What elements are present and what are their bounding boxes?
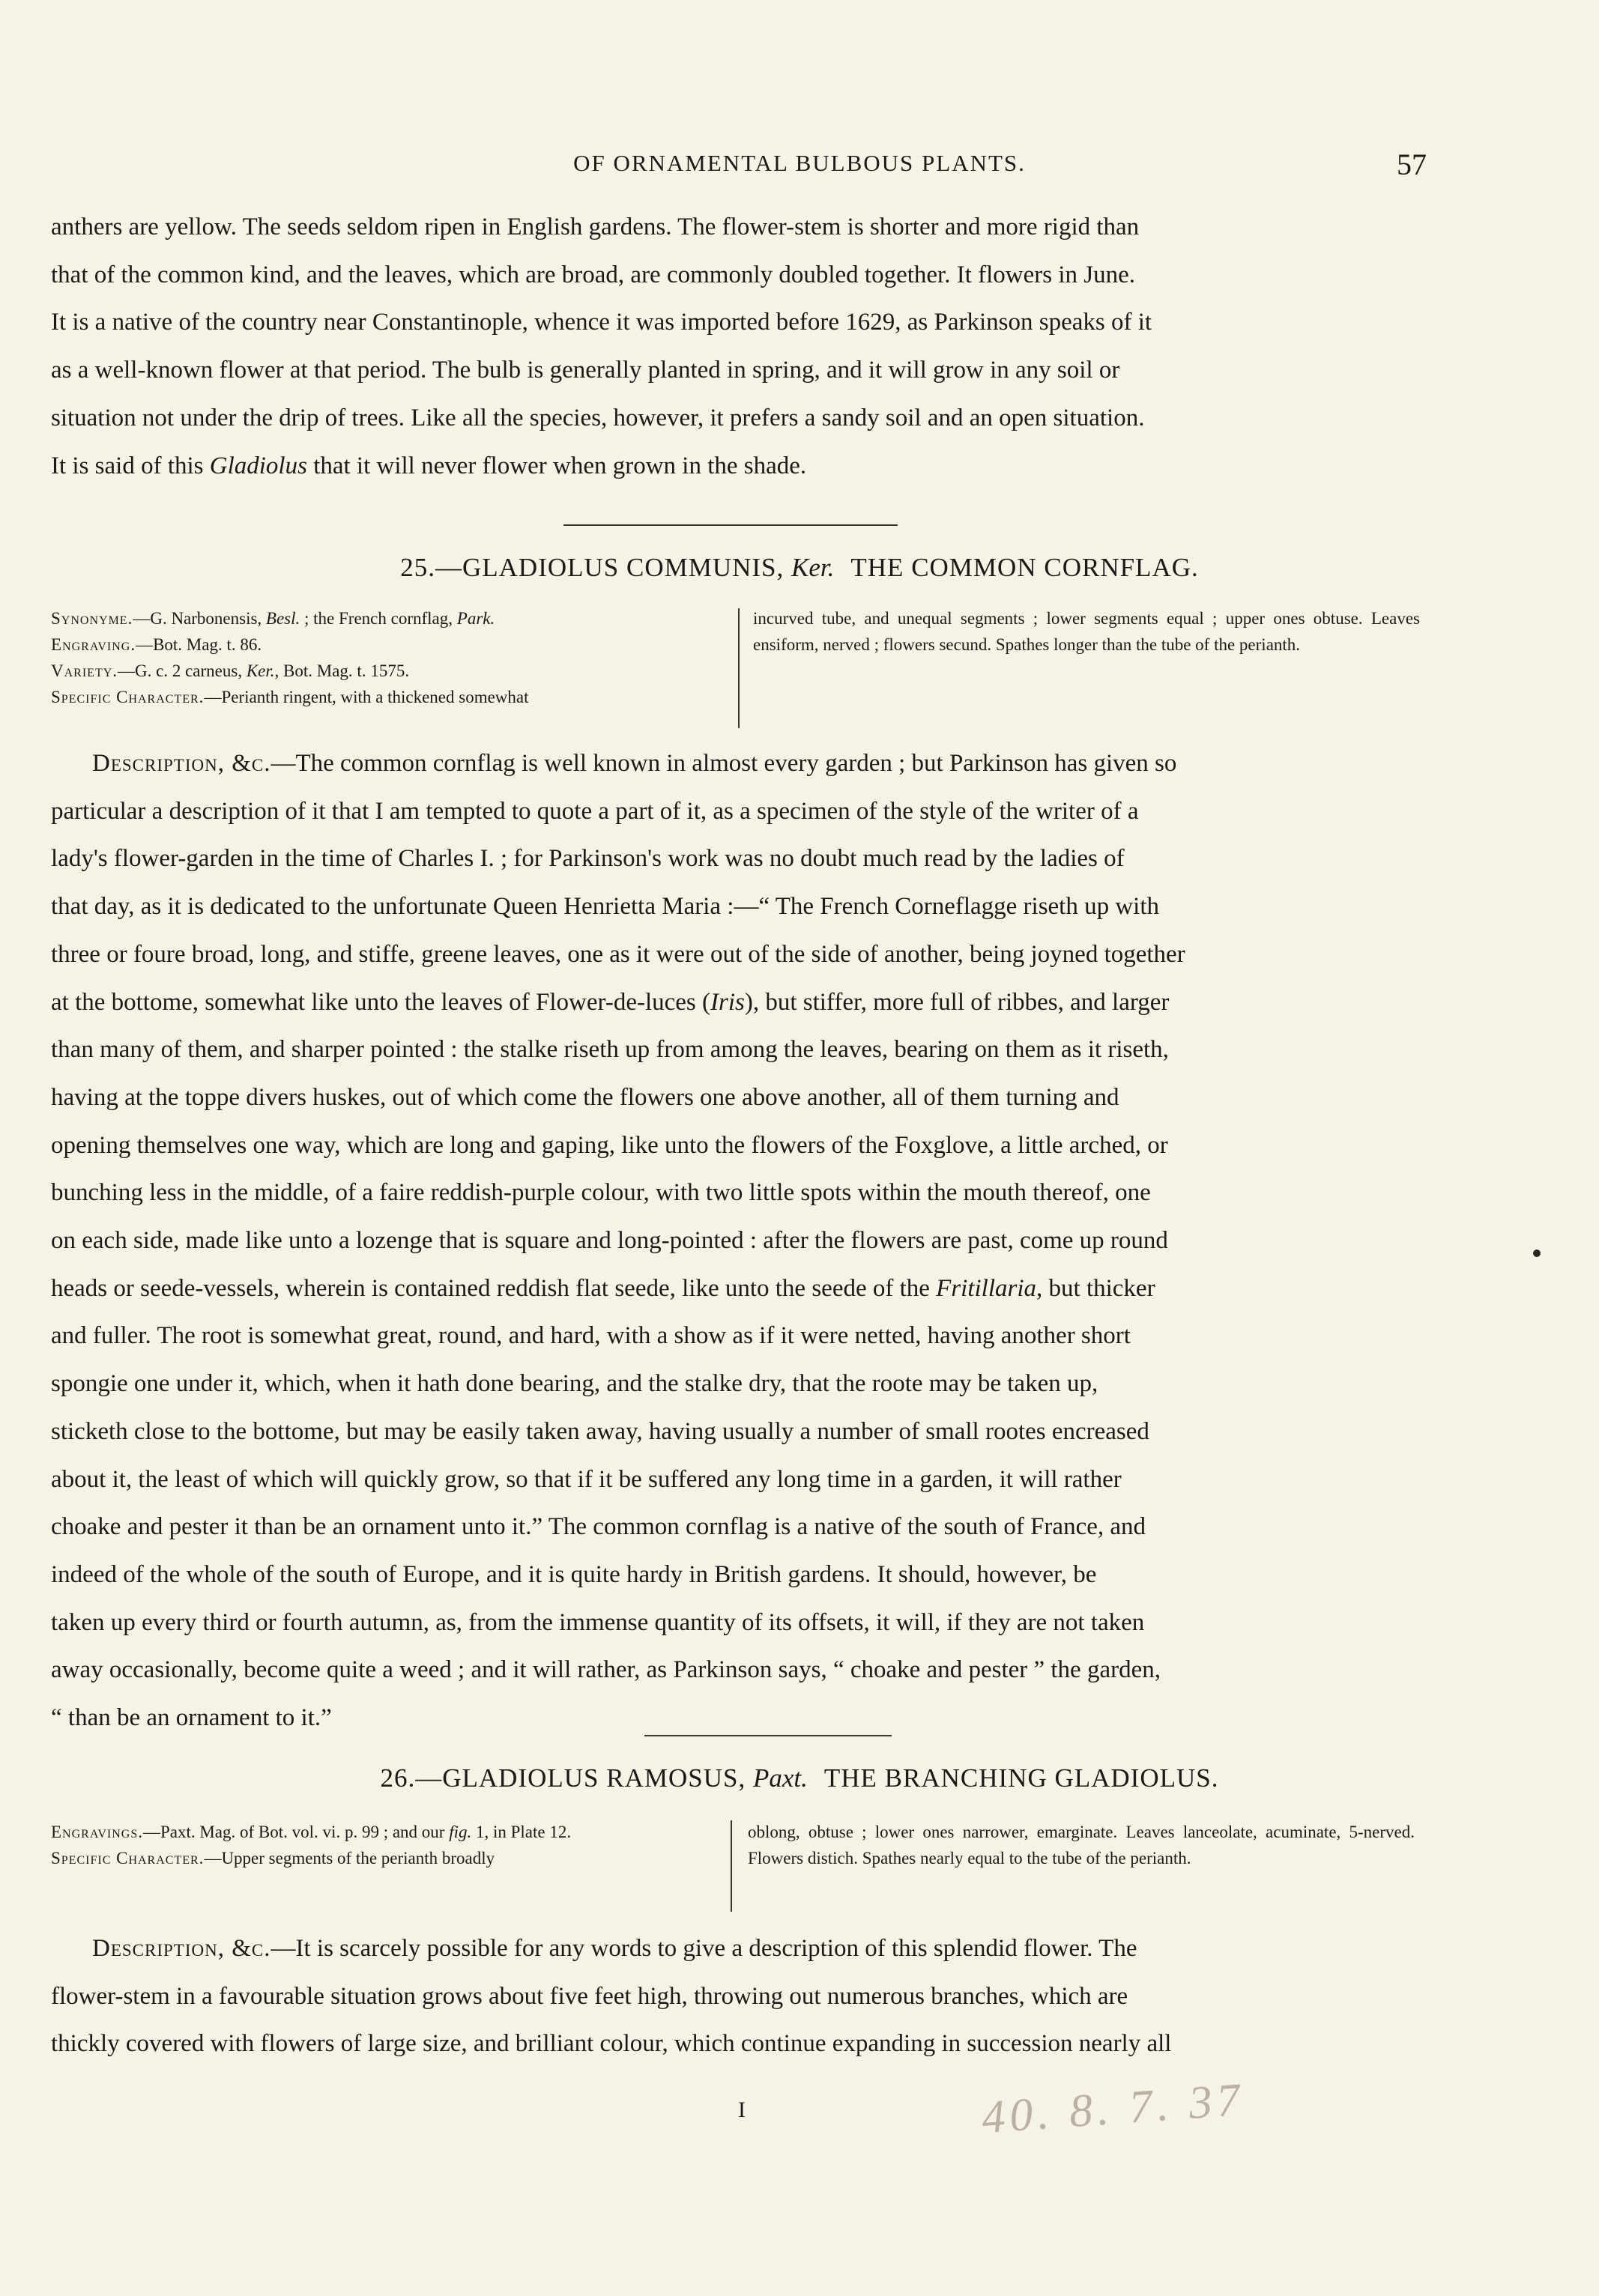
text-run: that it will never flower when grown in the shade. xyxy=(306,452,807,479)
section-25-notes-left xyxy=(51,605,725,710)
genus-italic: Gladiolus xyxy=(209,452,307,479)
genus-italic: Fritillaria xyxy=(936,1274,1037,1302)
section-26-notes-left xyxy=(51,1819,725,1871)
text-line: bunching less in the middle, of a faire reddish-purple colour, with two little spots within the mouth thereof, one xyxy=(51,1179,1151,1207)
text-line: Description, &c.—It is scarcely possible for any words to give a description of this splendid flower. The xyxy=(92,1935,1137,1962)
text-line: “ than be an ornament to it.” xyxy=(51,1704,332,1732)
text-line: anthers are yellow. The seeds seldom ripen in English gardens. The flower-stem is shorter and more rigid than xyxy=(51,213,1140,240)
signature-mark: I xyxy=(738,2097,746,2122)
text-line: having at the toppe divers huskes, out of which come the flowers one above another, all of them turning and xyxy=(51,1083,1119,1111)
section-26-notes-right xyxy=(748,1819,1415,1871)
description-lead: Description, &c. xyxy=(92,1935,271,1962)
text-line: particular a description of it that I am tempted to quote a part of it, as a specimen of the style of the writer of a xyxy=(51,797,1139,825)
text-line: at the bottome, somewhat like unto the leaves of Flower-de-luces (Iris), but stiffer, more full of ribbes, and larger xyxy=(51,988,1170,1016)
text-line: opening themselves one way, which are long and gaping, like unto the flowers of the Foxglove, a little arched, or xyxy=(51,1131,1168,1159)
text-line: as a well-known flower at that period. The bulb is generally planted in spring, and it will grow in any soil or xyxy=(51,357,1120,384)
text-line xyxy=(51,443,1425,491)
section-25-description xyxy=(51,740,1425,1742)
text-line: It is a native of the country near Constantinople, whence it was imported before 1629, as Parkinson speaks of it xyxy=(51,309,1152,336)
paper-speck xyxy=(1533,1250,1541,1257)
column-divider xyxy=(731,1820,732,1912)
description-lead: Description, &c. xyxy=(92,750,271,777)
section-divider-rule xyxy=(644,1735,892,1736)
text-line: thickly covered with flowers of large size, and brilliant colour, which continue expanding in succession nearly all xyxy=(51,2030,1172,2058)
section-26-description xyxy=(51,1925,1425,2068)
species-name: 26.—GLADIOLUS RAMOSUS, xyxy=(380,1763,753,1793)
text-line: situation not under the drip of trees. Like all the species, however, it prefers a sandy soil and an open situation. xyxy=(51,404,1145,431)
text-line: taken up every third or fourth autumn, as, from the immense quantity of its offsets, it will, if they are not taken xyxy=(51,1608,1145,1636)
genus-italic: Iris xyxy=(710,988,745,1016)
common-name: THE BRANCHING GLADIOLUS. xyxy=(823,1763,1219,1793)
text-line: three or foure broad, long, and stiffe, greene leaves, one as it were out of the side of another, being joyned together xyxy=(51,940,1185,968)
engravings-note: Engravings.—Paxt. Mag. of Bot. vol. vi. p. 99 ; and our fig. 1, in Plate 12. xyxy=(51,1823,572,1841)
text-run: It is said of this xyxy=(51,452,210,479)
specific-character-note: Specific Character.—Perianth ringent, with a thickened somewhat xyxy=(51,688,529,706)
text-line: choake and pester it than be an ornament unto it.” The common cornflag is a native of the south of France, and xyxy=(51,1513,1146,1541)
column-divider xyxy=(738,608,740,728)
text-line: on each side, made like unto a lozenge that is square and long-pointed : after the flowers are past, come up round xyxy=(51,1227,1168,1255)
text-line: that day, as it is dedicated to the unfortunate Queen Henrietta Maria :—“ The French Corneflagge riseth up with xyxy=(51,893,1160,921)
text-line: heads or seede-vessels, wherein is contained reddish flat seede, like unto the seede of the Fritillaria, but thicker xyxy=(51,1274,1155,1302)
section-25-title xyxy=(0,553,1599,583)
text-line: about it, the least of which will quickly grow, so that if it be suffered any long time in a garden, it will rather xyxy=(51,1465,1122,1493)
species-author: Paxt. xyxy=(752,1763,808,1793)
common-name: THE COMMON CORNFLAG. xyxy=(850,553,1199,582)
section-26-title xyxy=(0,1763,1599,1793)
intro-paragraph xyxy=(51,204,1425,490)
text-line: spongie one under it, which, when it hath done bearing, and the stalke dry, that the roote may be taken up, xyxy=(51,1370,1098,1398)
section-25-notes-right xyxy=(753,605,1420,658)
engraving-note: Engraving.—Bot. Mag. t. 86. xyxy=(51,635,262,654)
specific-character-note: Specific Character.—Upper segments of the perianth broadly xyxy=(51,1849,495,1868)
text-line: flower-stem in a favourable situation grows about five feet high, throwing out numerous branches, which are xyxy=(51,1982,1128,2010)
synonyme-note: Synonyme.—G. Narbonensis, Besl. ; the French cornflag, Park. xyxy=(51,609,495,628)
running-head: OF ORNAMENTAL BULBOUS PLANTS. xyxy=(573,150,1026,176)
specific-character-continued: oblong, obtuse ; lower ones narrower, emarginate. Leaves lanceolate, acuminate, 5-nerved. Flowers distich. Spathes nearly equal to the tube of the perianth. xyxy=(748,1823,1415,1868)
text-line: that of the common kind, and the leaves, which are broad, are commonly doubled together. It flowers in June. xyxy=(51,261,1136,288)
section-divider-rule xyxy=(563,524,898,526)
specific-character-continued: incurved tube, and unequal segments ; lower segments equal ; upper ones obtuse. Leaves ensiform, nerved ; flowers secund. Spathes longer than the tube of the perianth. xyxy=(753,609,1420,654)
page-number: 57 xyxy=(1397,148,1427,181)
text-line: Description, &c.—The common cornflag is well known in almost every garden ; but Parkinson has given so xyxy=(92,750,1177,777)
text-line: away occasionally, become quite a weed ; and it will rather, as Parkinson says, “ choake and pester ” the garden, xyxy=(51,1656,1161,1684)
text-line: lady's flower-garden in the time of Charles I. ; for Parkinson's work was no doubt much read by the ladies of xyxy=(51,845,1125,873)
text-line: than many of them, and sharper pointed : the stalke riseth up from among the leaves, bearing on them as it riseth, xyxy=(51,1036,1169,1064)
species-author: Ker. xyxy=(791,553,835,582)
pencil-annotation: 40. 8. 7. 37 xyxy=(980,2074,1246,2144)
species-name: 25.—GLADIOLUS COMMUNIS, xyxy=(400,553,792,582)
variety-note: Variety.—G. c. 2 carneus, Ker., Bot. Mag. t. 1575. xyxy=(51,661,410,680)
text-line: indeed of the whole of the south of Europe, and it is quite hardy in British gardens. It should, however, be xyxy=(51,1560,1097,1588)
text-line: sticketh close to the bottome, but may be easily taken away, having usually a number of small rootes encreased xyxy=(51,1417,1149,1445)
text-line: and fuller. The root is somewhat great, round, and hard, with a show as if it were netted, having another short xyxy=(51,1322,1131,1350)
